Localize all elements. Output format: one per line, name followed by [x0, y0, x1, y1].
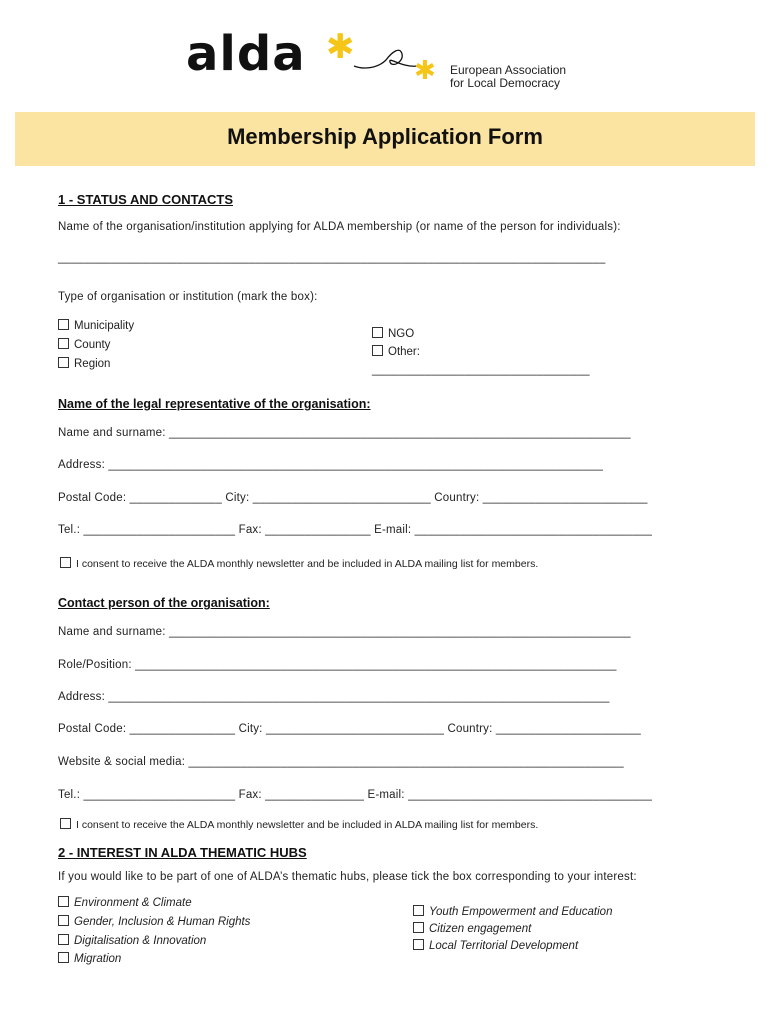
logo-star-icon: ✱ [326, 27, 355, 67]
logo-subtitle: European Association for Local Democracy [450, 63, 567, 90]
section-1-heading: 1 - STATUS AND CONTACTS [58, 192, 234, 207]
checkbox-icon [60, 557, 71, 568]
checkbox-icon [60, 818, 71, 829]
checkbox-municipality[interactable]: Municipality [58, 319, 134, 332]
checkbox-icon [372, 327, 383, 338]
contact-address-row[interactable]: Address: ____________________________________________________________________________ [58, 691, 610, 703]
legal-postal-row[interactable]: Postal Code: ______________ City: ___________________________ Country: _________________________ [58, 492, 648, 504]
contact-name-row[interactable]: Name and surname: ______________________________________________________________________ [58, 626, 631, 638]
checkbox-icon [58, 934, 69, 945]
checkbox-icon [58, 338, 69, 349]
checkbox-region[interactable]: Region [58, 357, 110, 370]
checkbox-icon [58, 319, 69, 330]
checkbox-icon [372, 345, 383, 356]
hub-citizen[interactable]: Citizen engagement [413, 922, 531, 935]
checkbox-ngo[interactable]: NGO [372, 327, 414, 340]
hub-local-territorial[interactable]: Local Territorial Development [413, 939, 578, 952]
checkbox-icon [413, 905, 424, 916]
section-2-heading: 2 - INTEREST IN ALDA THEMATIC HUBS [58, 845, 307, 860]
logo-swirl-icon [352, 40, 422, 80]
hubs-intro: If you would like to be part of one of ALDA’s thematic hubs, please tick the box corresponding to your interest: [58, 871, 637, 883]
hub-migration[interactable]: Migration [58, 952, 121, 965]
contact-postal-row[interactable]: Postal Code: ________________ City: ___________________________ Country: ______________________ [58, 723, 642, 735]
checkbox-county[interactable]: County [58, 338, 110, 351]
legal-consent-checkbox[interactable]: I consent to receive the ALDA monthly newsletter and be included in ALDA mailing list for members. [60, 557, 538, 570]
checkbox-icon [413, 922, 424, 933]
checkbox-icon [58, 896, 69, 907]
contact-consent-checkbox[interactable]: I consent to receive the ALDA monthly newsletter and be included in ALDA mailing list for members. [60, 818, 538, 831]
legal-rep-heading: Name of the legal representative of the organisation: [58, 397, 371, 411]
checkbox-icon [413, 939, 424, 950]
hub-gender[interactable]: Gender, Inclusion & Human Rights [58, 915, 250, 928]
alda-logo-wordmark: alda [186, 26, 306, 82]
logo-small-star-icon: ✱ [414, 56, 436, 86]
hub-youth[interactable]: Youth Empowerment and Education [413, 905, 612, 918]
org-name-label: Name of the organisation/institution applying for ALDA membership (or name of the person for individuals): [58, 221, 621, 233]
contact-tel-row[interactable]: Tel.: _______________________ Fax: _______________ E-mail: _____________________________________ [58, 789, 653, 801]
contact-web-row[interactable]: Website & social media: __________________________________________________________________ [58, 756, 624, 768]
hub-environment[interactable]: Environment & Climate [58, 896, 192, 909]
checkbox-icon [58, 915, 69, 926]
hub-digitalisation[interactable]: Digitalisation & Innovation [58, 934, 206, 947]
checkbox-other[interactable]: Other: [372, 345, 420, 358]
title-banner [15, 112, 755, 166]
legal-address-row[interactable]: Address: ___________________________________________________________________________ [58, 459, 604, 471]
legal-name-row[interactable]: Name and surname: ______________________________________________________________________ [58, 427, 631, 439]
page-title: Membership Application Form [227, 124, 543, 149]
contact-heading: Contact person of the organisation: [58, 596, 270, 610]
legal-tel-row[interactable]: Tel.: _______________________ Fax: ________________ E-mail: ____________________________________ [58, 524, 653, 536]
contact-role-row[interactable]: Role/Position: _________________________________________________________________________ [58, 659, 617, 671]
checkbox-icon [58, 952, 69, 963]
org-name-field[interactable]: ___________________________________________________________________________________ [58, 252, 606, 264]
org-type-label: Type of organisation or institution (mark the box): [58, 291, 318, 303]
other-field[interactable]: _________________________________ [372, 364, 590, 376]
checkbox-icon [58, 357, 69, 368]
